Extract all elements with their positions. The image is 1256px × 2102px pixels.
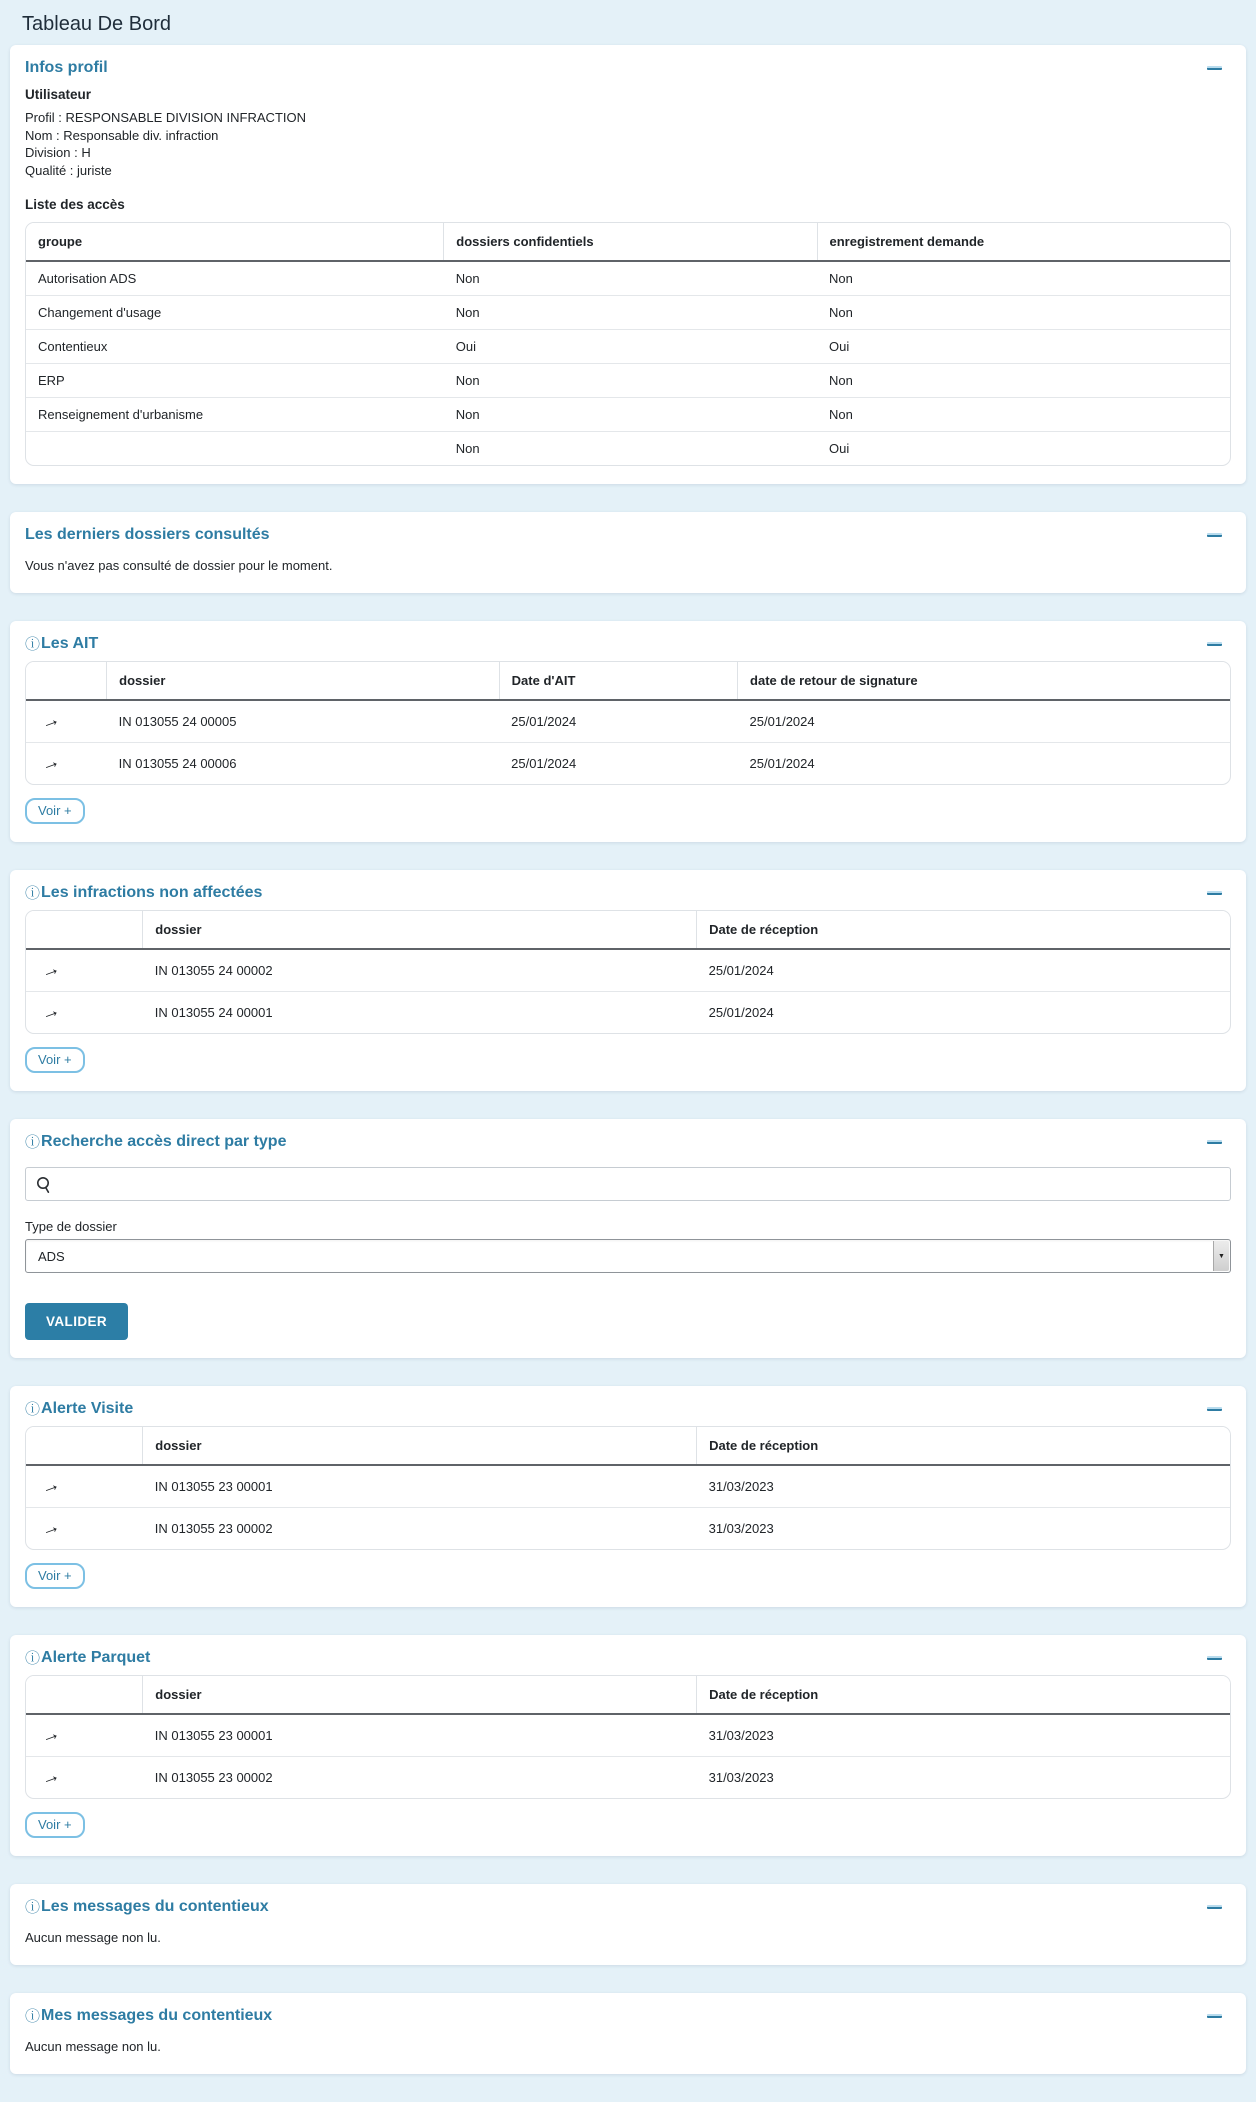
access-list-heading: Liste des accès: [25, 197, 125, 212]
voir-plus-button[interactable]: Voir +: [25, 798, 85, 824]
table-row: [26, 1757, 1230, 1799]
table-cell: IN 013055 24 00001: [143, 992, 697, 1034]
table-row: [26, 743, 1230, 785]
table-cell: IN 013055 23 00002: [143, 1757, 697, 1799]
table-cell: [26, 432, 444, 466]
table-cell: IN 013055 23 00002: [143, 1508, 697, 1550]
panel-title-messages-contentieux: [25, 1898, 269, 1916]
row-action-cell: [26, 1508, 143, 1550]
row-action-cell: [26, 1465, 143, 1508]
table-cell: IN 013055 23 00001: [154, 1479, 273, 1494]
info-icon: ⓘ: [25, 1133, 41, 1151]
row-action-cell: [26, 992, 143, 1034]
panel-mes-messages-contentieux: [10, 1993, 1246, 2074]
collapse-panel-button[interactable]: [1205, 1900, 1223, 1914]
column-header-dossiers-confidentiels: dossiers confidentiels: [444, 223, 817, 261]
table-row: [26, 261, 1230, 296]
table-cell: Non: [829, 271, 853, 286]
table-cell: 31/03/2023: [708, 1728, 774, 1743]
table-header-row: [26, 911, 1230, 949]
collapse-panel-button[interactable]: [1205, 61, 1223, 75]
table-cell: 25/01/2024: [697, 992, 1230, 1034]
collapse-panel-button[interactable]: [1205, 886, 1223, 900]
panel-derniers-dossiers: [10, 512, 1246, 593]
panel-title-recherche: [25, 1133, 286, 1151]
open-dossier-arrow-icon[interactable]: →: [37, 1764, 64, 1791]
table-row: [26, 364, 1230, 398]
minus-icon: [1207, 1656, 1222, 1660]
empty-state-message: Aucun message non lu.: [25, 1930, 161, 1945]
table-cell: 25/01/2024: [511, 714, 577, 729]
column-header-dossier: dossier: [107, 662, 500, 700]
panel-title-derniers-dossiers: [25, 526, 270, 544]
voir-plus-button[interactable]: Voir +: [25, 1812, 85, 1838]
page-title: Tableau De Bord: [22, 13, 171, 35]
table-row: [26, 1465, 1230, 1508]
collapse-panel-button[interactable]: [1205, 1135, 1223, 1149]
table-cell: Non: [444, 296, 817, 330]
table-header-row: [26, 223, 1230, 261]
column-header-action: [26, 1427, 143, 1465]
table-cell: IN 013055 23 00001: [154, 1728, 273, 1743]
select-dropdown-arrow-icon[interactable]: ▼: [1213, 1241, 1229, 1271]
table-header-row: [26, 662, 1230, 700]
panel-title-text: Recherche accès direct par type: [41, 1133, 287, 1150]
table-cell: Oui: [444, 330, 817, 364]
table-cell: IN 013055 24 00002: [154, 963, 273, 978]
panel-title-les-ait: [25, 635, 98, 653]
minus-icon: [1207, 642, 1222, 646]
table-row: [26, 1714, 1230, 1757]
column-header-action: [26, 1676, 143, 1714]
row-action-cell: [26, 1714, 143, 1757]
minus-icon: [1207, 891, 1222, 895]
open-dossier-arrow-icon[interactable]: →: [37, 1473, 64, 1500]
table-cell: Non: [444, 364, 817, 398]
alerte-visite-table: [25, 1426, 1231, 1550]
table-row: [26, 432, 1230, 466]
open-dossier-arrow-icon[interactable]: →: [37, 999, 64, 1026]
column-header-date-retour-signature: date de retour de signature: [738, 662, 1230, 700]
type-dossier-select[interactable]: [25, 1239, 1231, 1273]
panel-infractions-non-affectees: [10, 870, 1246, 1091]
table-row: [26, 949, 1230, 992]
table-header-row: [26, 1676, 1230, 1714]
profile-line-qualite: Qualité : juriste: [25, 162, 112, 178]
row-action-cell: [26, 1757, 143, 1799]
panel-messages-contentieux: [10, 1884, 1246, 1965]
panel-title-alerte-visite: [25, 1400, 133, 1418]
table-cell: Contentieux: [26, 330, 444, 364]
table-row: [26, 330, 1230, 364]
table-cell: Non: [444, 432, 817, 466]
minus-icon: [1207, 1140, 1222, 1144]
table-cell: Autorisation ADS: [38, 271, 137, 286]
table-cell: Oui: [817, 432, 1230, 466]
selected-option: ADS: [38, 1248, 65, 1264]
table-header-row: [26, 1427, 1230, 1465]
table-row: [26, 296, 1230, 330]
collapse-panel-button[interactable]: [1205, 637, 1223, 651]
empty-state-message: Aucun message non lu.: [25, 2039, 161, 2054]
table-row: [26, 992, 1230, 1034]
table-cell: Changement d'usage: [26, 296, 444, 330]
valider-button[interactable]: VALIDER: [25, 1303, 128, 1340]
table-cell: 25/01/2024: [738, 743, 1230, 785]
column-header-action: [26, 662, 107, 700]
table-row: [26, 1508, 1230, 1550]
search-icon: [35, 1176, 53, 1194]
profile-line-nom: Nom : Responsable div. infraction: [25, 127, 219, 143]
table-cell: 25/01/2024: [749, 714, 815, 729]
table-cell: 25/01/2024: [499, 743, 737, 785]
voir-plus-button[interactable]: Voir +: [25, 1563, 85, 1589]
table-cell: Non: [817, 364, 1230, 398]
minus-icon: [1207, 2014, 1222, 2018]
panel-title-text: Les infractions non affectées: [41, 884, 263, 901]
direct-access-search-input[interactable]: [26, 1168, 1230, 1200]
access-table: [25, 222, 1231, 466]
collapse-panel-button[interactable]: [1205, 2009, 1223, 2023]
column-header-groupe: groupe: [26, 223, 444, 261]
info-icon: ⓘ: [25, 1400, 41, 1418]
table-cell: IN 013055 24 00005: [118, 714, 237, 729]
panel-title-text: Les AIT: [41, 635, 99, 652]
panel-infos-profil: [10, 45, 1246, 484]
table-cell: 25/01/2024: [708, 963, 774, 978]
info-icon: ⓘ: [25, 635, 41, 653]
panel-les-ait: [10, 621, 1246, 842]
profile-line-profil: Profil : RESPONSABLE DIVISION INFRACTION: [25, 110, 306, 125]
collapse-panel-button[interactable]: [1205, 1651, 1223, 1665]
table-cell: 31/03/2023: [708, 1479, 774, 1494]
table-cell: IN 013055 24 00006: [107, 743, 500, 785]
panel-title-infractions: [25, 884, 262, 902]
infractions-table: [25, 910, 1231, 1034]
minus-icon: [1207, 1407, 1222, 1411]
column-header-dossier: dossier: [143, 1676, 697, 1714]
search-field-container: [25, 1167, 1231, 1201]
table-cell: ERP: [26, 364, 444, 398]
minus-icon: [1207, 66, 1222, 70]
open-dossier-arrow-icon[interactable]: →: [37, 750, 64, 777]
info-icon: ⓘ: [25, 2007, 41, 2025]
info-icon: ⓘ: [25, 1649, 41, 1667]
minus-icon: [1207, 533, 1222, 537]
type-dossier-label: Type de dossier: [25, 1219, 117, 1234]
panel-title-text: Les derniers dossiers consultés: [25, 526, 270, 543]
table-cell: 31/03/2023: [697, 1508, 1230, 1550]
table-cell: Oui: [817, 330, 1230, 364]
panel-title-text: Alerte Parquet: [41, 1649, 151, 1666]
info-icon: ⓘ: [25, 1898, 41, 1916]
panel-alerte-parquet: [10, 1635, 1246, 1856]
row-action-cell: [26, 700, 107, 743]
panel-recherche-acces-direct: [10, 1119, 1246, 1358]
column-header-enregistrement-demande: enregistrement demande: [817, 223, 1230, 261]
table-cell: Non: [455, 271, 480, 286]
column-header-dossier: dossier: [143, 911, 697, 949]
panel-title-text: Les messages du contentieux: [41, 1898, 269, 1915]
panel-title-mes-messages: [25, 2007, 272, 2025]
ait-table: [25, 661, 1231, 785]
column-header-dossier: dossier: [143, 1427, 697, 1465]
open-dossier-arrow-icon[interactable]: →: [37, 957, 64, 984]
panel-title-text: Alerte Visite: [41, 1400, 134, 1417]
panel-alerte-visite: [10, 1386, 1246, 1607]
table-cell: 31/03/2023: [697, 1757, 1230, 1799]
collapse-panel-button[interactable]: [1205, 528, 1223, 542]
column-header-date-reception: Date de réception: [697, 1427, 1230, 1465]
column-header-date-reception: Date de réception: [697, 1676, 1230, 1714]
column-header-action: [26, 911, 143, 949]
panel-title-text: Infos profil: [25, 59, 108, 76]
empty-state-message: Vous n'avez pas consulté de dossier pour le moment.: [25, 558, 333, 573]
table-cell: Non: [817, 296, 1230, 330]
table-cell: Non: [817, 398, 1230, 432]
open-dossier-arrow-icon[interactable]: →: [37, 1722, 64, 1749]
panel-title-text: Mes messages du contentieux: [41, 2007, 273, 2024]
open-dossier-arrow-icon[interactable]: →: [37, 708, 64, 735]
voir-plus-button[interactable]: Voir +: [25, 1047, 85, 1073]
open-dossier-arrow-icon[interactable]: →: [37, 1515, 64, 1542]
panel-title-infos-profil: [25, 59, 108, 77]
alerte-parquet-table: [25, 1675, 1231, 1799]
table-cell: Non: [444, 398, 817, 432]
table-cell: Renseignement d'urbanisme: [26, 398, 444, 432]
column-header-date-reception: Date de réception: [697, 911, 1230, 949]
table-row: [26, 398, 1230, 432]
row-action-cell: [26, 743, 107, 785]
table-row: [26, 700, 1230, 743]
profile-line-division: Division : H: [25, 145, 91, 160]
info-icon: ⓘ: [25, 884, 41, 902]
row-action-cell: [26, 949, 143, 992]
panel-title-alerte-parquet: [25, 1649, 150, 1667]
minus-icon: [1207, 1905, 1222, 1909]
user-section-heading: Utilisateur: [25, 87, 92, 102]
collapse-panel-button[interactable]: [1205, 1402, 1223, 1416]
column-header-date-ait: Date d'AIT: [499, 662, 737, 700]
